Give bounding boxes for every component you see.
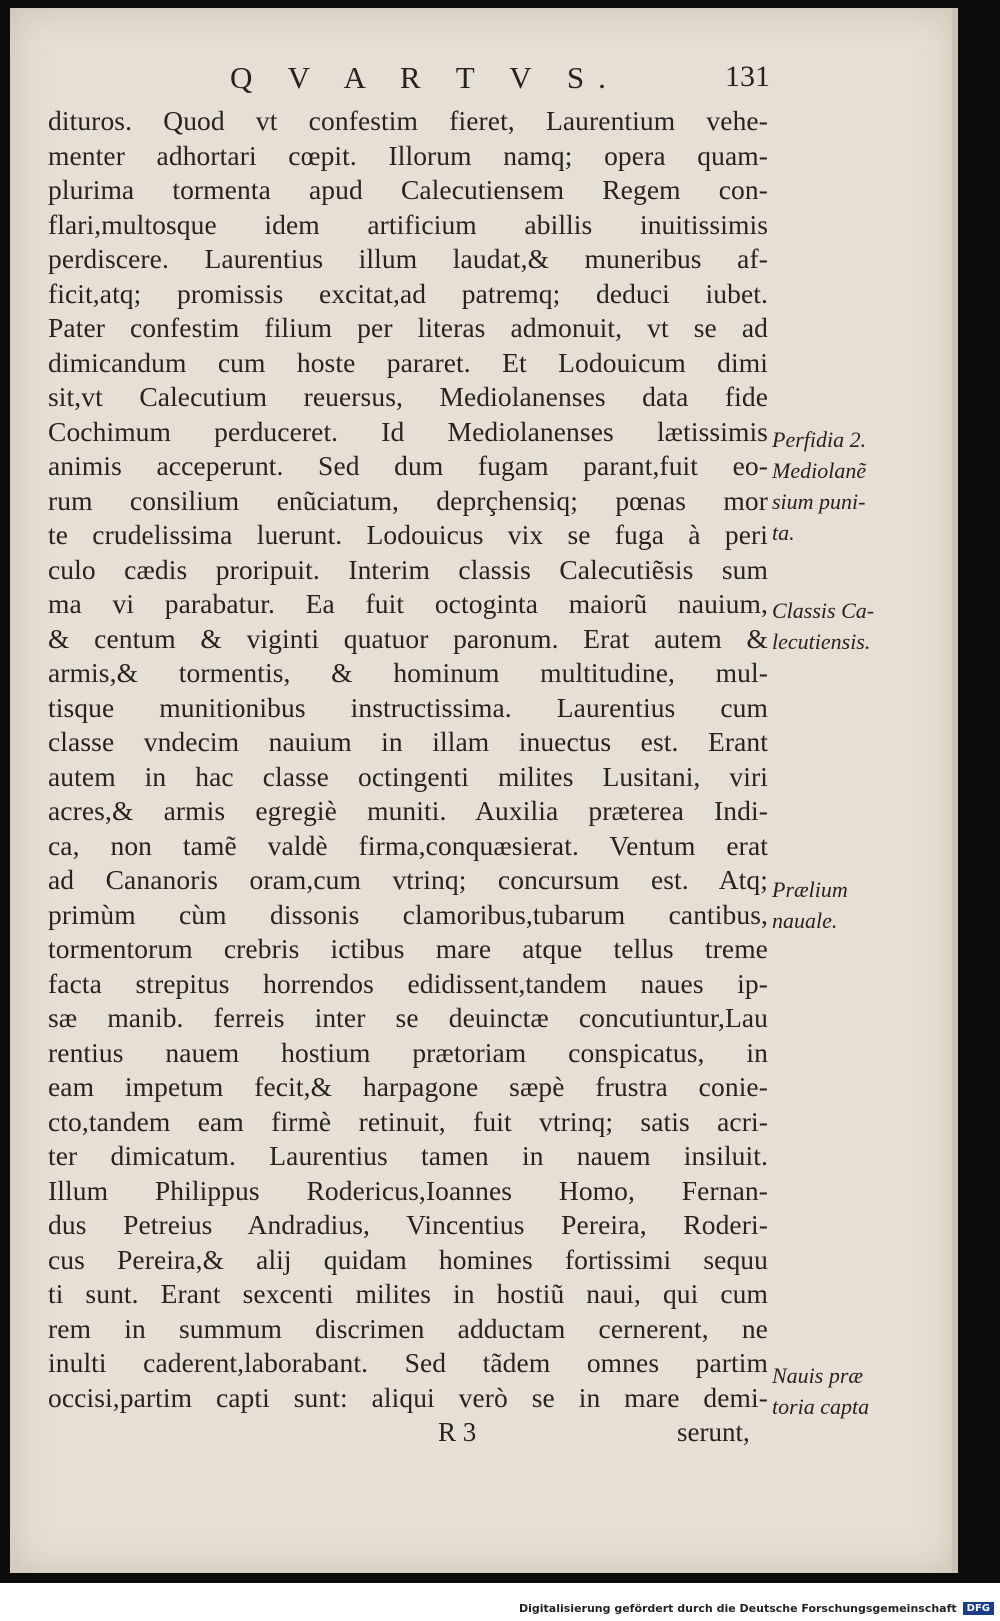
text-line: armis,& tormentis, & hominum multitudine, mul- [48,657,768,688]
marginal-note-praelium [772,874,952,936]
marginal-note-perfidia [772,424,952,548]
marginal-line: Perfidia 2. [772,427,867,452]
text-line: eam impetum fecit,& harpagone sæpè frustra conie- [48,1071,768,1102]
text-line: primùm cùm dissonis clamoribus,tubarum cantibus, [48,898,768,930]
text-line: autem in hac classe octingenti milites Lusitani, viri [48,760,768,792]
text-line: ti sunt. Erant sexcenti milites in hostiũ naui, qui cum [48,1278,768,1309]
text-line: classe vndecim nauium in illam inuectus est. Erant [48,726,768,757]
running-head [230,60,770,100]
text-line: Illum Philippus Rodericus,Ioannes Homo, Fernan- [48,1174,768,1206]
text-line: tormentorum crebris ictibus mare atque tellus treme [48,933,768,964]
marginal-note-nauis [772,1360,952,1422]
dfg-logo: DFG [963,1602,994,1615]
marginal-line: sium puni- [772,489,866,514]
digitization-credit [519,1602,994,1615]
marginal-line: lecutiensis. [772,629,871,654]
text-line: dimicandum cum hoste pararet. Et Lodouicum dimi [48,346,768,378]
text-line: rum consilium enũciatum, deprçhensiq; pœnas mor [48,484,768,516]
text-line: occisi,partim capti sunt: aliqui verò se in mare demi- [48,1381,768,1413]
text-line: te crudelissima luerunt. Lodouicus vix se fuga à peri [48,519,768,550]
text-line: culo cædis proripuit. Interim classis Calecutiẽsis sum [48,553,768,585]
marginal-note-classis [772,595,952,657]
text-line: ma vi parabatur. Ea fuit octoginta maiorũ nauium, [48,588,768,619]
text-line: sæ manib. ferreis inter se deuinctæ concutiuntur,Lau [48,1002,768,1033]
credit-text: Digitalisierung gefördert durch die Deutsche Forschungsgemeinschaft [518,1602,957,1615]
text-line: ca, non tamẽ valdè firma,conquæsierat. Ventum erat [48,829,768,861]
text-line: Cochimum perduceret. Id Mediolanenses lætissimis [48,415,768,447]
text-line: tisque munitionibus instructissima. Laurentius cum [48,691,768,723]
book-page [10,8,958,1573]
marginal-line: Mediolanẽ [772,458,867,483]
text-line: inulti caderent,laborabant. Sed tãdem omnes partim [48,1347,768,1378]
text-line: dituros. Quod vt confestim fieret, Laurentium vehe- [48,105,768,136]
running-head-title: Q V A R T V S. [230,60,620,95]
body-text [48,104,768,1415]
text-line: ad Cananoris oram,cum vtrinq; concursum est. Atq; [48,864,768,895]
text-line: animis acceperunt. Sed dum fugam parant,fuit eo- [48,450,768,481]
marginal-line: Classis Ca- [772,598,875,623]
marginal-line: toria capta [772,1394,870,1419]
marginal-line: nauale. [772,908,838,933]
text-line: sit,vt Calecutium reuersus, Mediolanenses data fide [48,381,768,412]
text-line: ter dimicatum. Laurentius tamen in nauem insiluit. [48,1140,768,1171]
marginal-line: Nauis præ [772,1363,864,1388]
text-line: cto,tandem eam firmè retinuit, fuit vtrinq; satis acri- [48,1105,768,1137]
catchword: serunt, [677,1417,750,1447]
text-line: acres,& armis egregiè muniti. Auxilia præterea Indi- [48,795,768,826]
text-line: flari,multosque idem artificium abillis inuitissimis [48,208,768,240]
text-line: ficit,atq; promissis excitat,ad patremq; deduci iubet. [48,277,768,309]
text-line: facta strepitus horrendos edidissent,tandem naues ip- [48,967,768,999]
signature-mark: R 3 [438,1417,477,1447]
marginal-line: Prælium [772,877,848,902]
text-line: rentius nauem hostium prætoriam conspicatus, in [48,1036,768,1068]
text-line: menter adhortari cœpit. Illorum namq; opera quam- [48,139,768,171]
page-edge [952,8,958,1573]
text-line: dus Petreius Andradius, Vincentius Pereira, Roderi- [48,1209,768,1240]
text-line: & centum & viginti quatuor paronum. Erat autem & [48,622,768,654]
text-line: perdiscere. Laurentius illum laudat,& muneribus af- [48,243,768,274]
marginal-line: ta. [772,520,795,545]
text-line: Pater confestim filium per literas admonuit, vt se ad [48,312,768,343]
text-line: plurima tormenta apud Calecutiensem Regem con- [48,174,768,205]
folio-number: 131 [725,60,770,93]
text-line: cus Pereira,& alij quidam homines fortissimi sequu [48,1243,768,1275]
text-line: rem in summum discrimen adductam cernerent, ne [48,1312,768,1344]
